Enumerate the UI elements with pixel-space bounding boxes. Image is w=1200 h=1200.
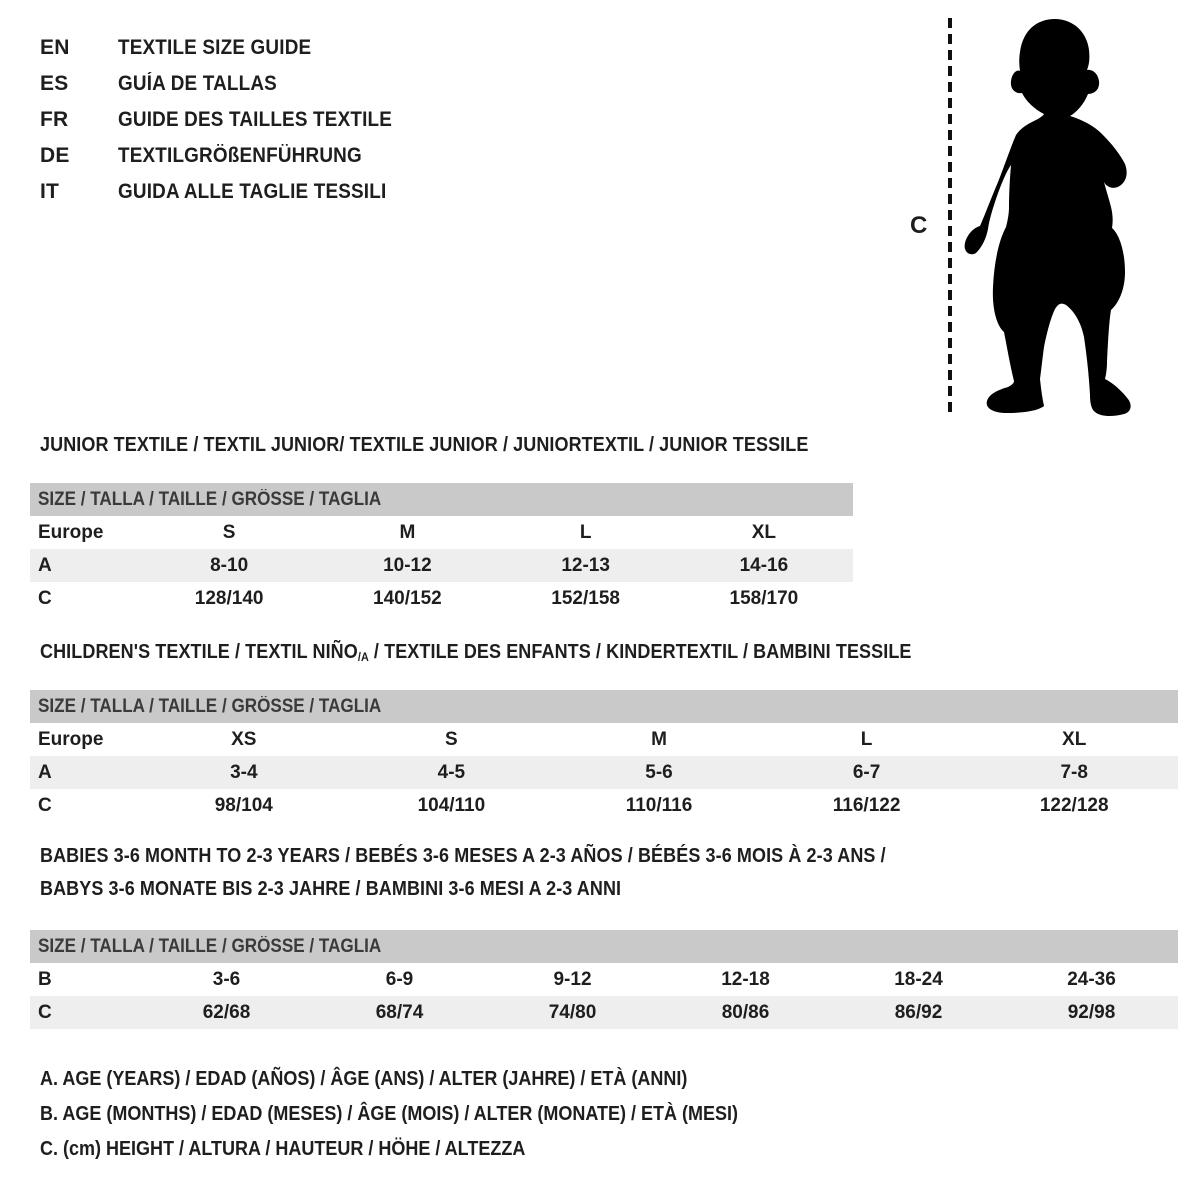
cell: 74/80 (548, 1001, 597, 1023)
height-measure-line (948, 18, 952, 416)
cell: 7-8 (1060, 761, 1088, 783)
babies-title-line1-text: BABIES 3-6 MONTH TO 2-3 YEARS / BEBÉS 3-6 MESES A 2-3 AÑOS / BÉBÉS 3-6 MOIS À 2-3 ANS / (40, 845, 886, 867)
children-title-pre: CHILDREN'S TEXTILE / TEXTIL NIÑO (40, 641, 358, 663)
table-row (30, 549, 853, 582)
cell: 98/104 (214, 794, 273, 816)
language-row-it (40, 174, 422, 210)
cell: 6-7 (852, 761, 881, 783)
cell: 12-13 (561, 554, 610, 576)
language-title-list (40, 30, 422, 210)
cell: L (860, 728, 873, 750)
cell: M (651, 728, 667, 750)
measure-legend (40, 1062, 816, 1167)
cell: XL (1062, 728, 1087, 750)
table-row (30, 516, 853, 549)
cell: L (579, 521, 592, 543)
row-label: B (38, 968, 52, 990)
table-row (30, 756, 1178, 789)
cell: XL (751, 521, 777, 543)
cell: 10-12 (383, 554, 432, 576)
cell: 68/74 (375, 1001, 424, 1023)
junior-section-title (40, 434, 894, 457)
table-row (30, 582, 853, 615)
language-row-fr (40, 102, 422, 138)
legend-line-a (40, 1062, 816, 1097)
table-row (30, 789, 1178, 822)
cell: 8-10 (210, 554, 249, 576)
junior-size-table (30, 483, 853, 615)
cell: S (222, 521, 236, 543)
table-row (30, 963, 1178, 996)
size-header-text: SIZE / TALLA / TAILLE / GRÖSSE / TAGLIA (38, 488, 382, 510)
height-measure-label: C (910, 212, 928, 239)
language-row-de (40, 138, 422, 174)
cell: 86/92 (894, 1001, 943, 1023)
cell: S (445, 728, 458, 750)
cell: 122/128 (1039, 794, 1109, 816)
table-row (30, 996, 1178, 1029)
guide-title-it: GUIDA ALLE TAGLIE TESSILI (118, 180, 387, 203)
legend-text-c: C. (cm) HEIGHT / ALTURA / HAUTEUR / HÖHE / ALTEZZA (40, 1138, 526, 1160)
legend-text-b: B. AGE (MONTHS) / EDAD (MESES) / ÂGE (MOIS) / ALTER (MONATE) / ETÀ (MESI) (40, 1103, 738, 1125)
legend-text-a: A. AGE (YEARS) / EDAD (AÑOS) / ÂGE (ANS) / ALTER (JAHRE) / ETÀ (ANNI) (40, 1068, 688, 1090)
size-header-bar (30, 483, 853, 516)
size-header-text: SIZE / TALLA / TAILLE / GRÖSSE / TAGLIA (38, 935, 382, 957)
cell: 116/122 (832, 794, 901, 816)
junior-section-title-text: JUNIOR TEXTILE / TEXTIL JUNIOR/ TEXTILE JUNIOR / JUNIORTEXTIL / JUNIOR TESSILE (40, 434, 809, 456)
children-size-table (30, 690, 1178, 822)
cell: 62/68 (202, 1001, 251, 1023)
children-table-body (30, 723, 1178, 822)
children-section-title-text (40, 641, 912, 664)
language-code: FR (40, 108, 69, 131)
size-header-text: SIZE / TALLA / TAILLE / GRÖSSE / TAGLIA (38, 695, 382, 717)
guide-title-es: GUÍA DE TALLAS (118, 72, 277, 95)
cell: 152/158 (551, 587, 620, 609)
row-label: Europe (38, 728, 104, 750)
legend-line-c (40, 1132, 816, 1167)
row-label: A (38, 554, 52, 576)
babies-title-line2-text: BABYS 3-6 MONATE BIS 2-3 JAHRE / BAMBINI 3-6 MESI A 2-3 ANNI (40, 878, 622, 900)
toddler-silhouette-icon (962, 16, 1140, 420)
cell: 24-36 (1067, 968, 1116, 990)
language-code: EN (40, 36, 70, 59)
size-header-bar (30, 930, 1178, 963)
guide-title-de: TEXTILGRÖßENFÜHRUNG (118, 144, 362, 167)
cell: 18-24 (894, 968, 943, 990)
cell: 3-4 (230, 761, 258, 783)
row-label: C (38, 587, 52, 609)
legend-line-b (40, 1097, 816, 1132)
cell: 9-12 (553, 968, 592, 990)
cell: 12-18 (721, 968, 770, 990)
language-row-es (40, 66, 422, 102)
language-row-en (40, 30, 422, 66)
cell: 110/116 (625, 794, 693, 816)
cell: 104/110 (417, 794, 486, 816)
cell: 6-9 (385, 968, 414, 990)
babies-size-table (30, 930, 1178, 1029)
children-title-post: / TEXTILE DES ENFANTS / KINDERTEXTIL / BAMBINI TESSILE (368, 641, 912, 663)
junior-table-body (30, 516, 853, 615)
language-code: DE (40, 144, 70, 167)
row-label: Europe (38, 521, 104, 543)
cell: 14-16 (739, 554, 789, 576)
cell: M (399, 521, 416, 543)
babies-table-body (30, 963, 1178, 1029)
cell: 140/152 (373, 587, 442, 609)
cell: 92/98 (1067, 1001, 1116, 1023)
table-row (30, 723, 1178, 756)
language-code: ES (40, 72, 69, 95)
cell: 5-6 (645, 761, 673, 783)
cell: XS (231, 728, 257, 750)
babies-section-title-line1 (40, 845, 980, 868)
cell: 80/86 (721, 1001, 770, 1023)
cell: 128/140 (194, 587, 264, 609)
guide-title-en: TEXTILE SIZE GUIDE (118, 36, 312, 59)
cell: 158/170 (729, 587, 799, 609)
row-label: C (38, 1001, 52, 1023)
children-title-sub: /A (357, 650, 369, 664)
cell: 3-6 (212, 968, 241, 990)
guide-title-fr: GUIDE DES TAILLES TEXTILE (118, 108, 393, 131)
cell: 4-5 (437, 761, 466, 783)
babies-section-title-line2 (40, 878, 686, 901)
row-label: A (38, 761, 52, 783)
size-header-bar (30, 690, 1178, 723)
language-code: IT (40, 180, 60, 203)
children-section-title (40, 641, 1008, 664)
row-label: C (38, 794, 52, 816)
